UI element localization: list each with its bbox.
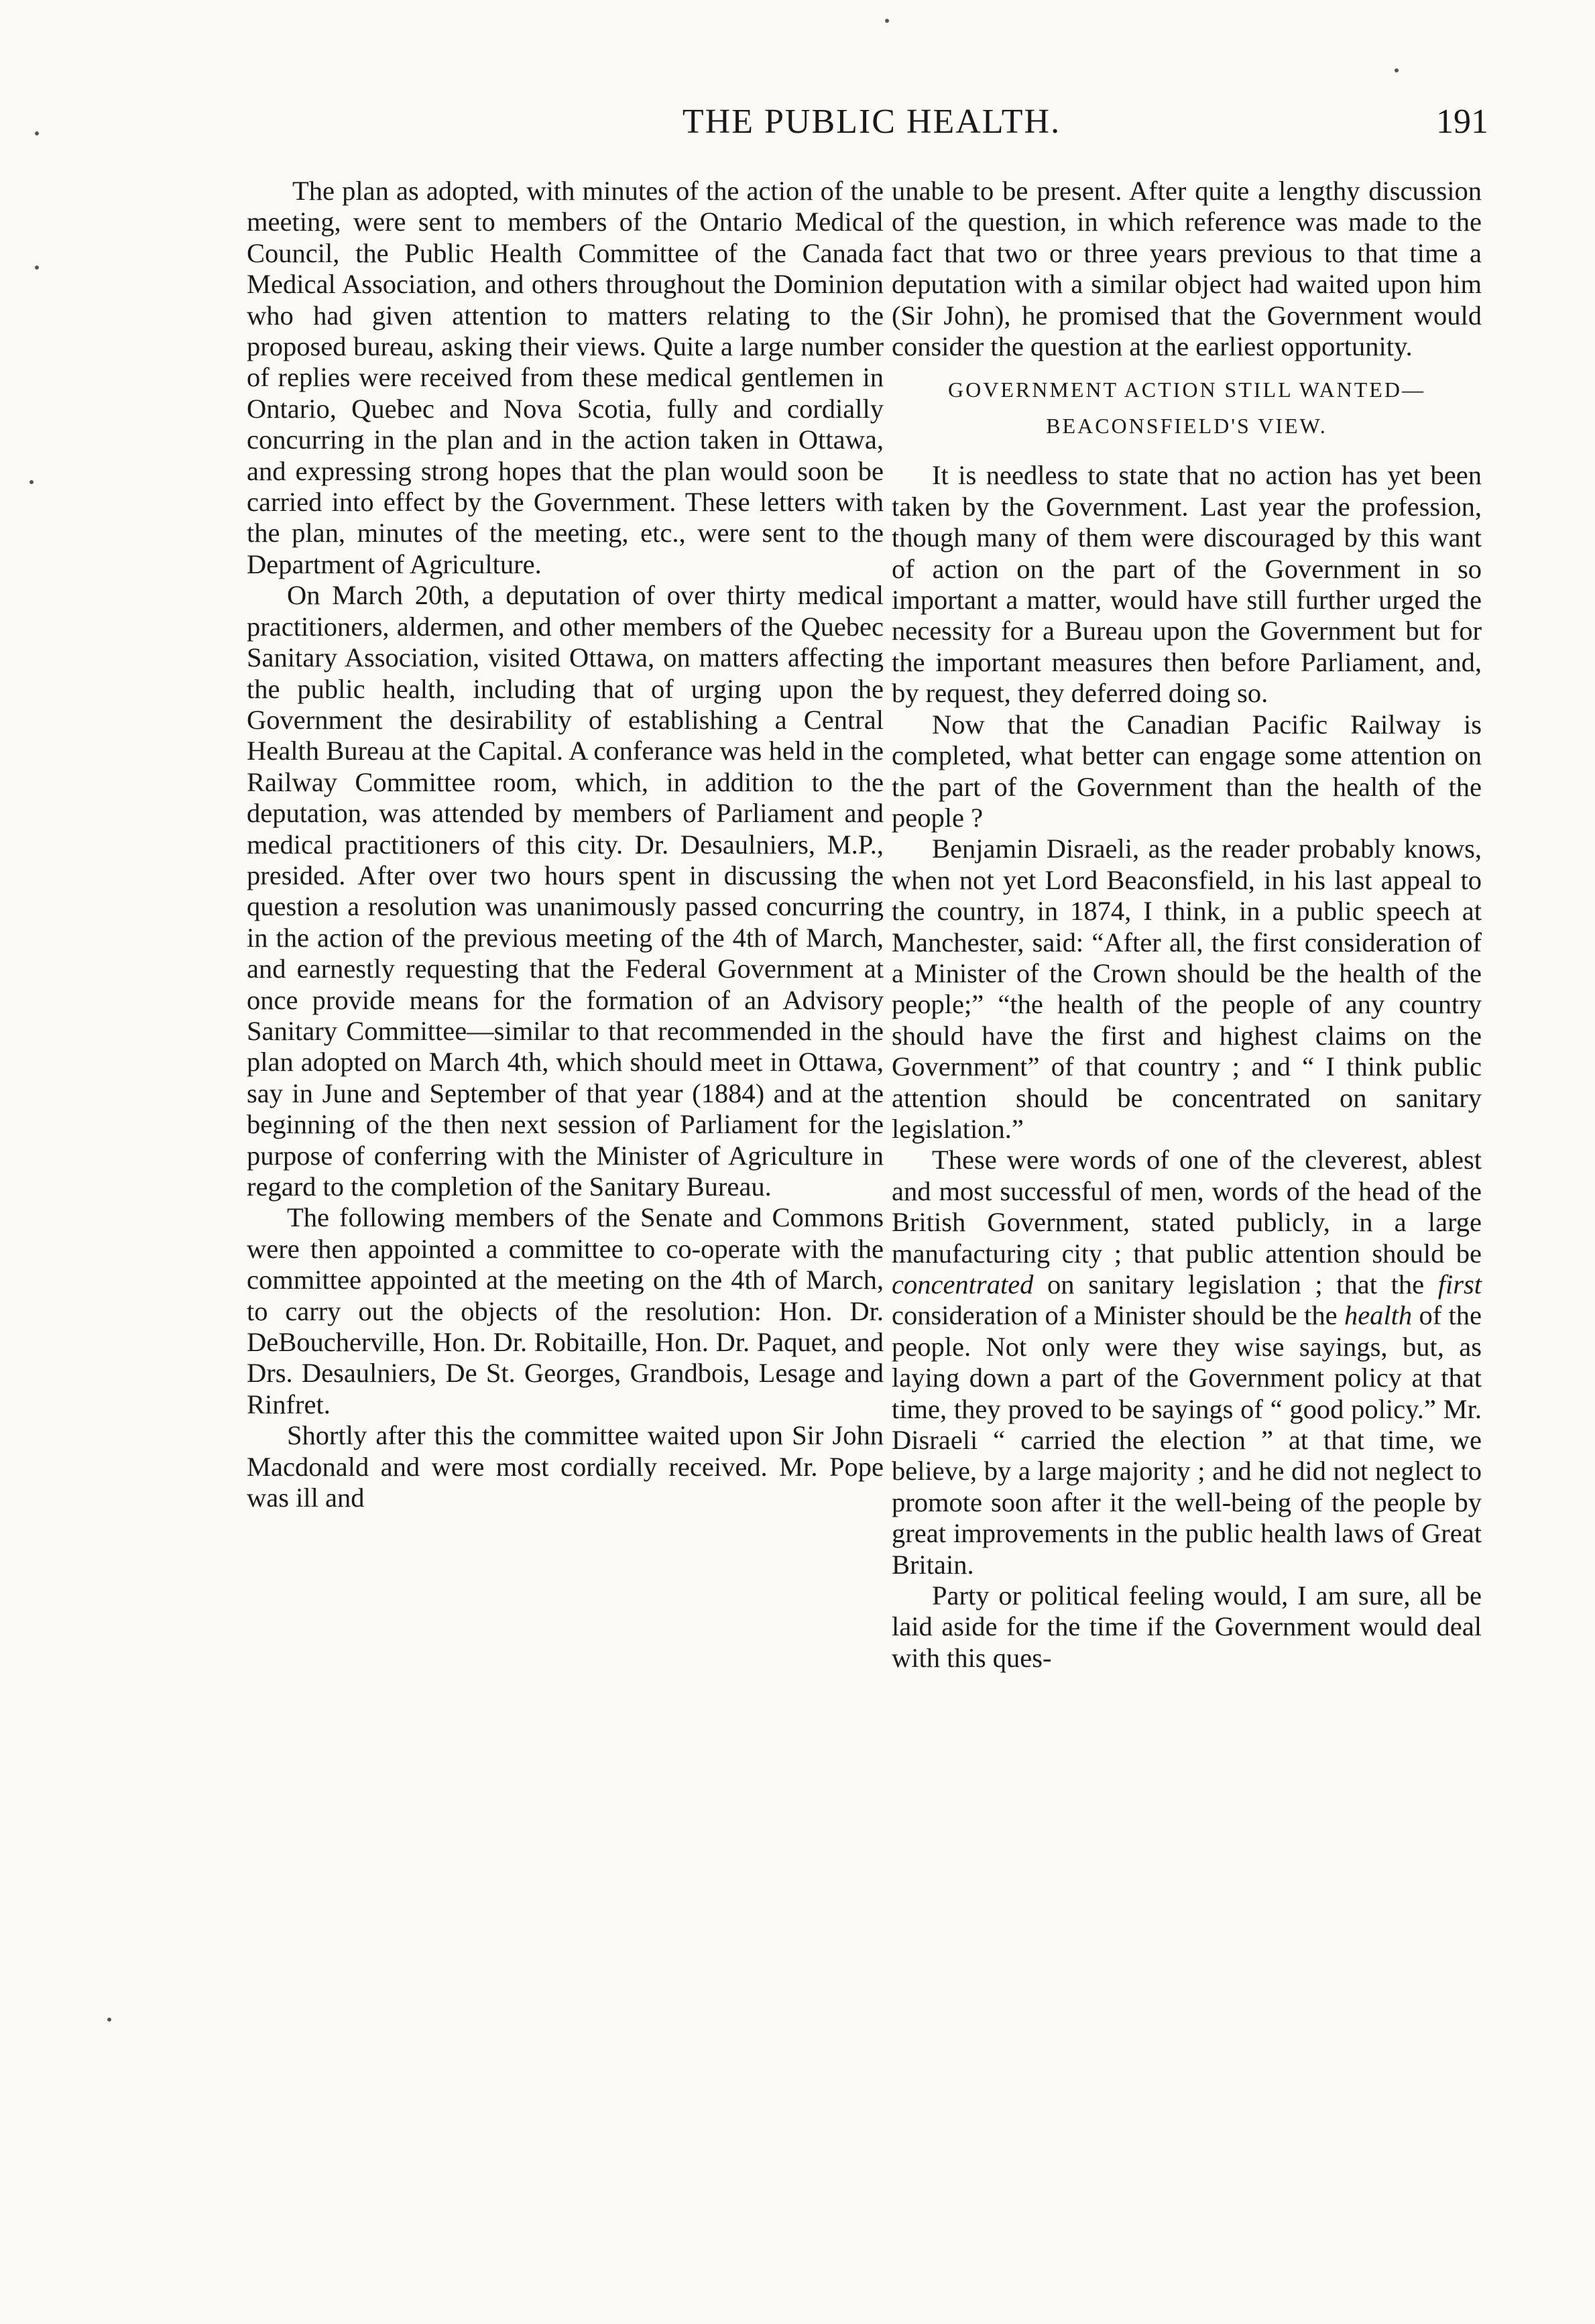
paragraph: Benjamin Disraeli, as the reader probably knows, when not yet Lord Beaconsfield, in his last appeal to the country, in 1874, I think, in a public speech at Manchester, said: “After all, the first consideration of a Minister of the Crown should be the health of the people;” “the health of the people of any country should have the first and highest claims on the Government” of that country ; and “ I think public attention should be concentrated on sanitary legislation.” <box>892 833 1482 1144</box>
italic-text: first <box>1437 1269 1482 1299</box>
paragraph: On March 20th, a deputation of over thirty medical practitioners, aldermen, and other members of the Quebec Sanitary Association, visited Ottawa, on matters affecting the public health, including that of urging upon the Government the desirability of establishing a Central Health Bureau at the Capital. A conferance was held in the Railway Committee room, which, in addition to the deputation, was attended by members of Parliament and medical practitioners of this city. Dr. Desaulniers, M.P., presided. After over two hours spent in discussing the question a resolution was unanimously passed concurring in the action of the previous meeting of the 4th of March, and earnestly requesting that the Federal Government at once provide means for the formation of an Advisory Sanitary Committee—similar to that recommended in the plan adopted on March 4th, which should meet in Ottawa, say in June and September of that year (1884) and at the beginning of the then next session of Parliament for the purpose of conferring with the Minister of Agriculture in regard to the completion of the Sanitary Bureau. <box>247 580 884 1202</box>
section-heading <box>892 371 1482 444</box>
italic-text: health <box>1344 1300 1413 1331</box>
page-number: 191 <box>1436 103 1488 141</box>
right-column <box>892 176 1482 1674</box>
text-run: consideration of a Minister should be the <box>892 1300 1344 1331</box>
scan-speck <box>35 131 39 135</box>
paragraph: The plan as adopted, with minutes of the action of the meeting, were sent to members of the Ontario Medical Council, the Public Health Committee of the Canada Medical Association, and others throughout the Dominion who had given attention to matters relating to the proposed bureau, asking their views. Quite a large number of replies were received from these medical gentlemen in Ontario, Quebec and Nova Scotia, fully and cordially concurring in the plan and in the action taken in Ottawa, and expressing strong hopes that the plan would soon be carried into effect by the Government. These letters with the plan, minutes of the meeting, etc., were sent to the Department of Agriculture. <box>247 176 884 579</box>
paragraph: Now that the Canadian Pacific Railway is completed, what better can engage some attention on the part of the Government than the health of the people ? <box>892 709 1482 833</box>
scan-speck <box>107 2018 111 2022</box>
text-run: on sanitary legislation ; that the <box>1033 1269 1438 1299</box>
section-heading-line: GOVERNMENT ACTION STILL WANTED— <box>948 377 1425 402</box>
italic-text: concentrated <box>892 1269 1034 1299</box>
paragraph: It is needless to state that no action has yet been taken by the Government. Last year the profession, though many of them were discouraged by this want of action on the part of the Government in so important a matter, would have still further urged the necessity for a Bureau upon the Government but for the important measures then before Parliament, and, by request, they deferred doing so. <box>892 460 1482 709</box>
paragraph <box>892 1145 1482 1580</box>
text-run: These were words of one of the cleverest, ablest and most successful of men, words of the head of the British Government, stated publicly, in a large manufacturing city ; that public attention should be <box>892 1145 1482 1269</box>
scan-speck <box>29 480 34 484</box>
page-title: THE PUBLIC HEALTH. <box>682 103 1061 141</box>
left-column <box>247 176 884 1513</box>
text-run: of the people. Not only were they wise sayings, but, as laying down a part of the Government policy at that time, they proved to be sayings of “ good policy.” Mr. Disraeli “ carried the election ” at that time, we believe, by a large majority ; and he did not neglect to promote soon after it the well-being of the people by great improvements in the public health laws of Great Britain. <box>892 1300 1482 1580</box>
paragraph: Party or political feeling would, I am sure, all be laid aside for the time if the Government would deal with this ques- <box>892 1580 1482 1673</box>
paragraph: unable to be present. After quite a lengthy discussion of the question, in which reference was made to the fact that two or three years previous to that time a deputation with a similar object had waited upon him (Sir John), he promised that the Government would consider the question at the earliest opportunity. <box>892 176 1482 362</box>
running-header <box>255 102 1488 156</box>
scan-speck <box>35 266 39 270</box>
paragraph: Shortly after this the committee waited upon Sir John Macdonald and were most cordially received. Mr. Pope was ill and <box>247 1420 884 1513</box>
scan-speck <box>1395 68 1399 72</box>
paragraph: The following members of the Senate and Commons were then appointed a committee to co-operate with the committee appointed at the meeting on the 4th of March, to carry out the objects of the resolution: Hon. Dr. DeBoucherville, Hon. Dr. Robitaille, Hon. Dr. Paquet, and Drs. Desaulniers, De St. Georges, Grandbois, Lesage and Rinfret. <box>247 1202 884 1419</box>
scan-speck <box>885 19 889 23</box>
section-heading-line: BEACONSFIELD'S VIEW. <box>1046 414 1327 439</box>
